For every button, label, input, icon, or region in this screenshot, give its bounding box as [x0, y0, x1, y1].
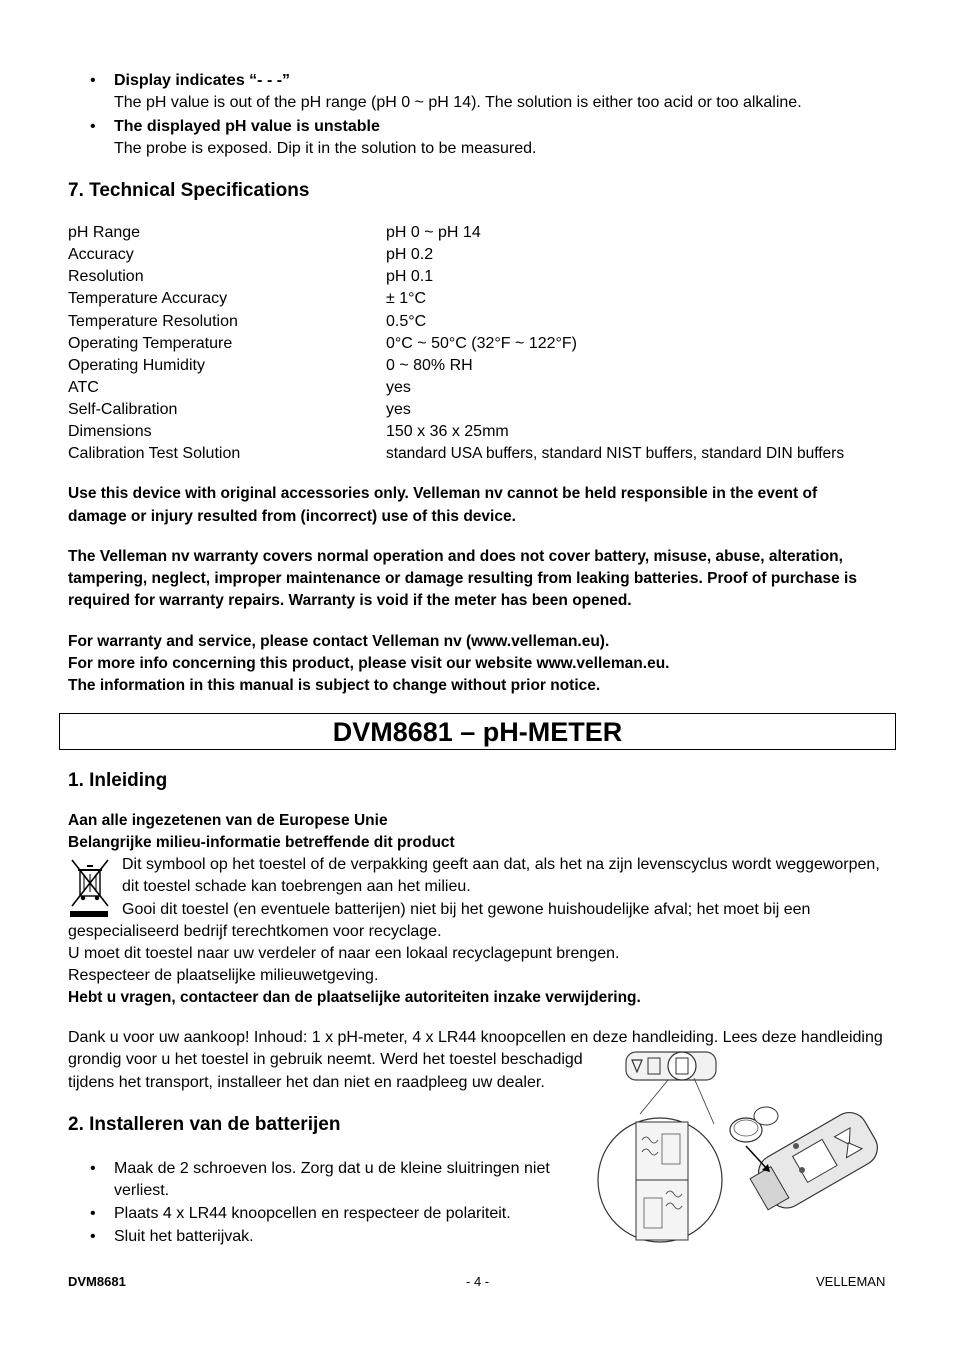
warranty-notice-line: required for warranty repairs. Warranty is void if the meter has been opened. — [68, 592, 632, 609]
env-info-heading: Belangrijke milieu-informatie betreffende dit product — [68, 834, 455, 851]
thanks-text-line: grondig voor u het toestel in gebruik neemt. Werd het toestel beschadigd — [68, 1051, 583, 1068]
spec-value: pH 0.2 — [386, 246, 434, 263]
bullet-icon: • — [90, 1228, 96, 1245]
weee-text-line: Respecteer de plaatselijke milieuwetgeving. — [68, 967, 379, 984]
contact-notice-line: For warranty and service, please contact Velleman nv (www.velleman.eu). — [68, 633, 610, 650]
spec-label: pH Range — [68, 224, 141, 241]
battery-step-line: Sluit het batterijvak. — [114, 1228, 254, 1245]
footer-model: DVM8681 — [68, 1274, 126, 1289]
spec-value: 0°C ~ 50°C (32°F ~ 122°F) — [386, 335, 578, 352]
spec-value: yes — [386, 401, 411, 418]
battery-step-line: Plaats 4 x LR44 knoopcellen en respecteer de polariteit. — [114, 1205, 511, 1222]
spec-value: pH 0 ~ pH 14 — [386, 224, 481, 241]
warranty-notice-line: tampering, neglect, improper maintenance or damage resulting from leaking batteries. Proof of purchase is — [68, 570, 857, 587]
spec-label: Temperature Accuracy — [68, 290, 228, 307]
spec-label: Operating Humidity — [68, 357, 205, 374]
trouble-heading-2: The displayed pH value is unstable — [114, 118, 380, 135]
batterijen-heading: 2. Installeren van de batterijen — [68, 1114, 341, 1135]
trouble-heading-1: Display indicates “- - -” — [114, 72, 291, 89]
trouble-text-2: The probe is exposed. Dip it in the solution to be measured. — [114, 140, 537, 157]
weee-text-line: U moet dit toestel naar uw verdeler of naar een lokaal recyclagepunt brengen. — [68, 945, 620, 962]
crossed-out-wheelie-bin-icon — [68, 856, 112, 920]
trouble-text-1: The pH value is out of the pH range (pH 0 ~ pH 14). The solution is either too acid or too alkaline. — [114, 94, 802, 111]
contact-notice-line: The information in this manual is subject to change without prior notice. — [68, 677, 601, 694]
thanks-text-line: tijdens het transport, installeer het dan niet en raadpleeg uw dealer. — [68, 1074, 545, 1091]
spec-label: Operating Temperature — [68, 335, 233, 352]
page-number: - 4 - — [466, 1274, 490, 1289]
eu-heading: Aan alle ingezetenen van de Europese Unie — [68, 812, 388, 829]
spec-label: Calibration Test Solution — [68, 445, 241, 462]
section-title-box — [59, 713, 896, 750]
weee-text-line: dit toestel schade kan toebrengen aan het milieu. — [122, 878, 471, 895]
disposal-question: Hebt u vragen, contacteer dan de plaatselijke autoriteiten inzake verwijdering. — [68, 989, 641, 1006]
spec-value: 0 ~ 80% RH — [386, 357, 473, 374]
spec-value: pH 0.1 — [386, 268, 434, 285]
bullet-icon: • — [90, 118, 96, 135]
weee-text-line: gespecialiseerd bedrijf terechtkomen voor recyclage. — [68, 923, 442, 940]
thanks-text-line: Dank u voor uw aankoop! Inhoud: 1 x pH-meter, 4 x LR44 knoopcellen en deze handleiding. Lees deze handleiding — [68, 1029, 883, 1046]
battery-step-line: Maak de 2 schroeven los. Zorg dat u de kleine sluitringen niet — [114, 1160, 550, 1177]
battery-compartment-illustration — [596, 1048, 888, 1250]
contact-notice-line: For more info concerning this product, please visit our website www.velleman.eu. — [68, 655, 670, 672]
spec-value: 150 x 36 x 25mm — [386, 423, 509, 440]
accessories-notice-line: Use this device with original accessories only. Velleman nv cannot be held responsible in the event of — [68, 485, 818, 502]
page-title: DVM8681 – pH-METER — [332, 717, 623, 747]
spec-value: yes — [386, 379, 411, 396]
weee-text-line: Gooi dit toestel (en eventuele batterijen) niet bij het gewone huishoudelijke afval; het moet bij een — [122, 901, 811, 918]
spec-label: Self-Calibration — [68, 401, 178, 418]
tech-specs-heading: 7. Technical Specifications — [68, 180, 310, 201]
accessories-notice-line: damage or injury resulted from (incorrect) use of this device. — [68, 508, 516, 525]
warranty-notice-line: The Velleman nv warranty covers normal operation and does not cover battery, misuse, abuse, alteration, — [68, 548, 843, 565]
spec-value: standard USA buffers, standard NIST buffers, standard DIN buffers — [386, 445, 845, 462]
spec-label: Resolution — [68, 268, 144, 285]
spec-label: Temperature Resolution — [68, 313, 238, 330]
bullet-icon: • — [90, 1160, 96, 1177]
weee-text-line: Dit symbool op het toestel of de verpakking geeft aan dat, als het na zijn levenscyclus wordt weggeworpen, — [122, 856, 880, 873]
spec-label: ATC — [68, 379, 99, 396]
footer-brand: VELLEMAN — [816, 1274, 886, 1289]
bullet-icon: • — [90, 1205, 96, 1222]
spec-value: ± 1°C — [386, 290, 427, 307]
inleiding-heading: 1. Inleiding — [68, 770, 168, 791]
bullet-icon: • — [90, 72, 96, 89]
battery-step-line: verliest. — [114, 1182, 170, 1199]
spec-label: Accuracy — [68, 246, 134, 263]
spec-label: Dimensions — [68, 423, 152, 440]
spec-value: 0.5°C — [386, 313, 427, 330]
